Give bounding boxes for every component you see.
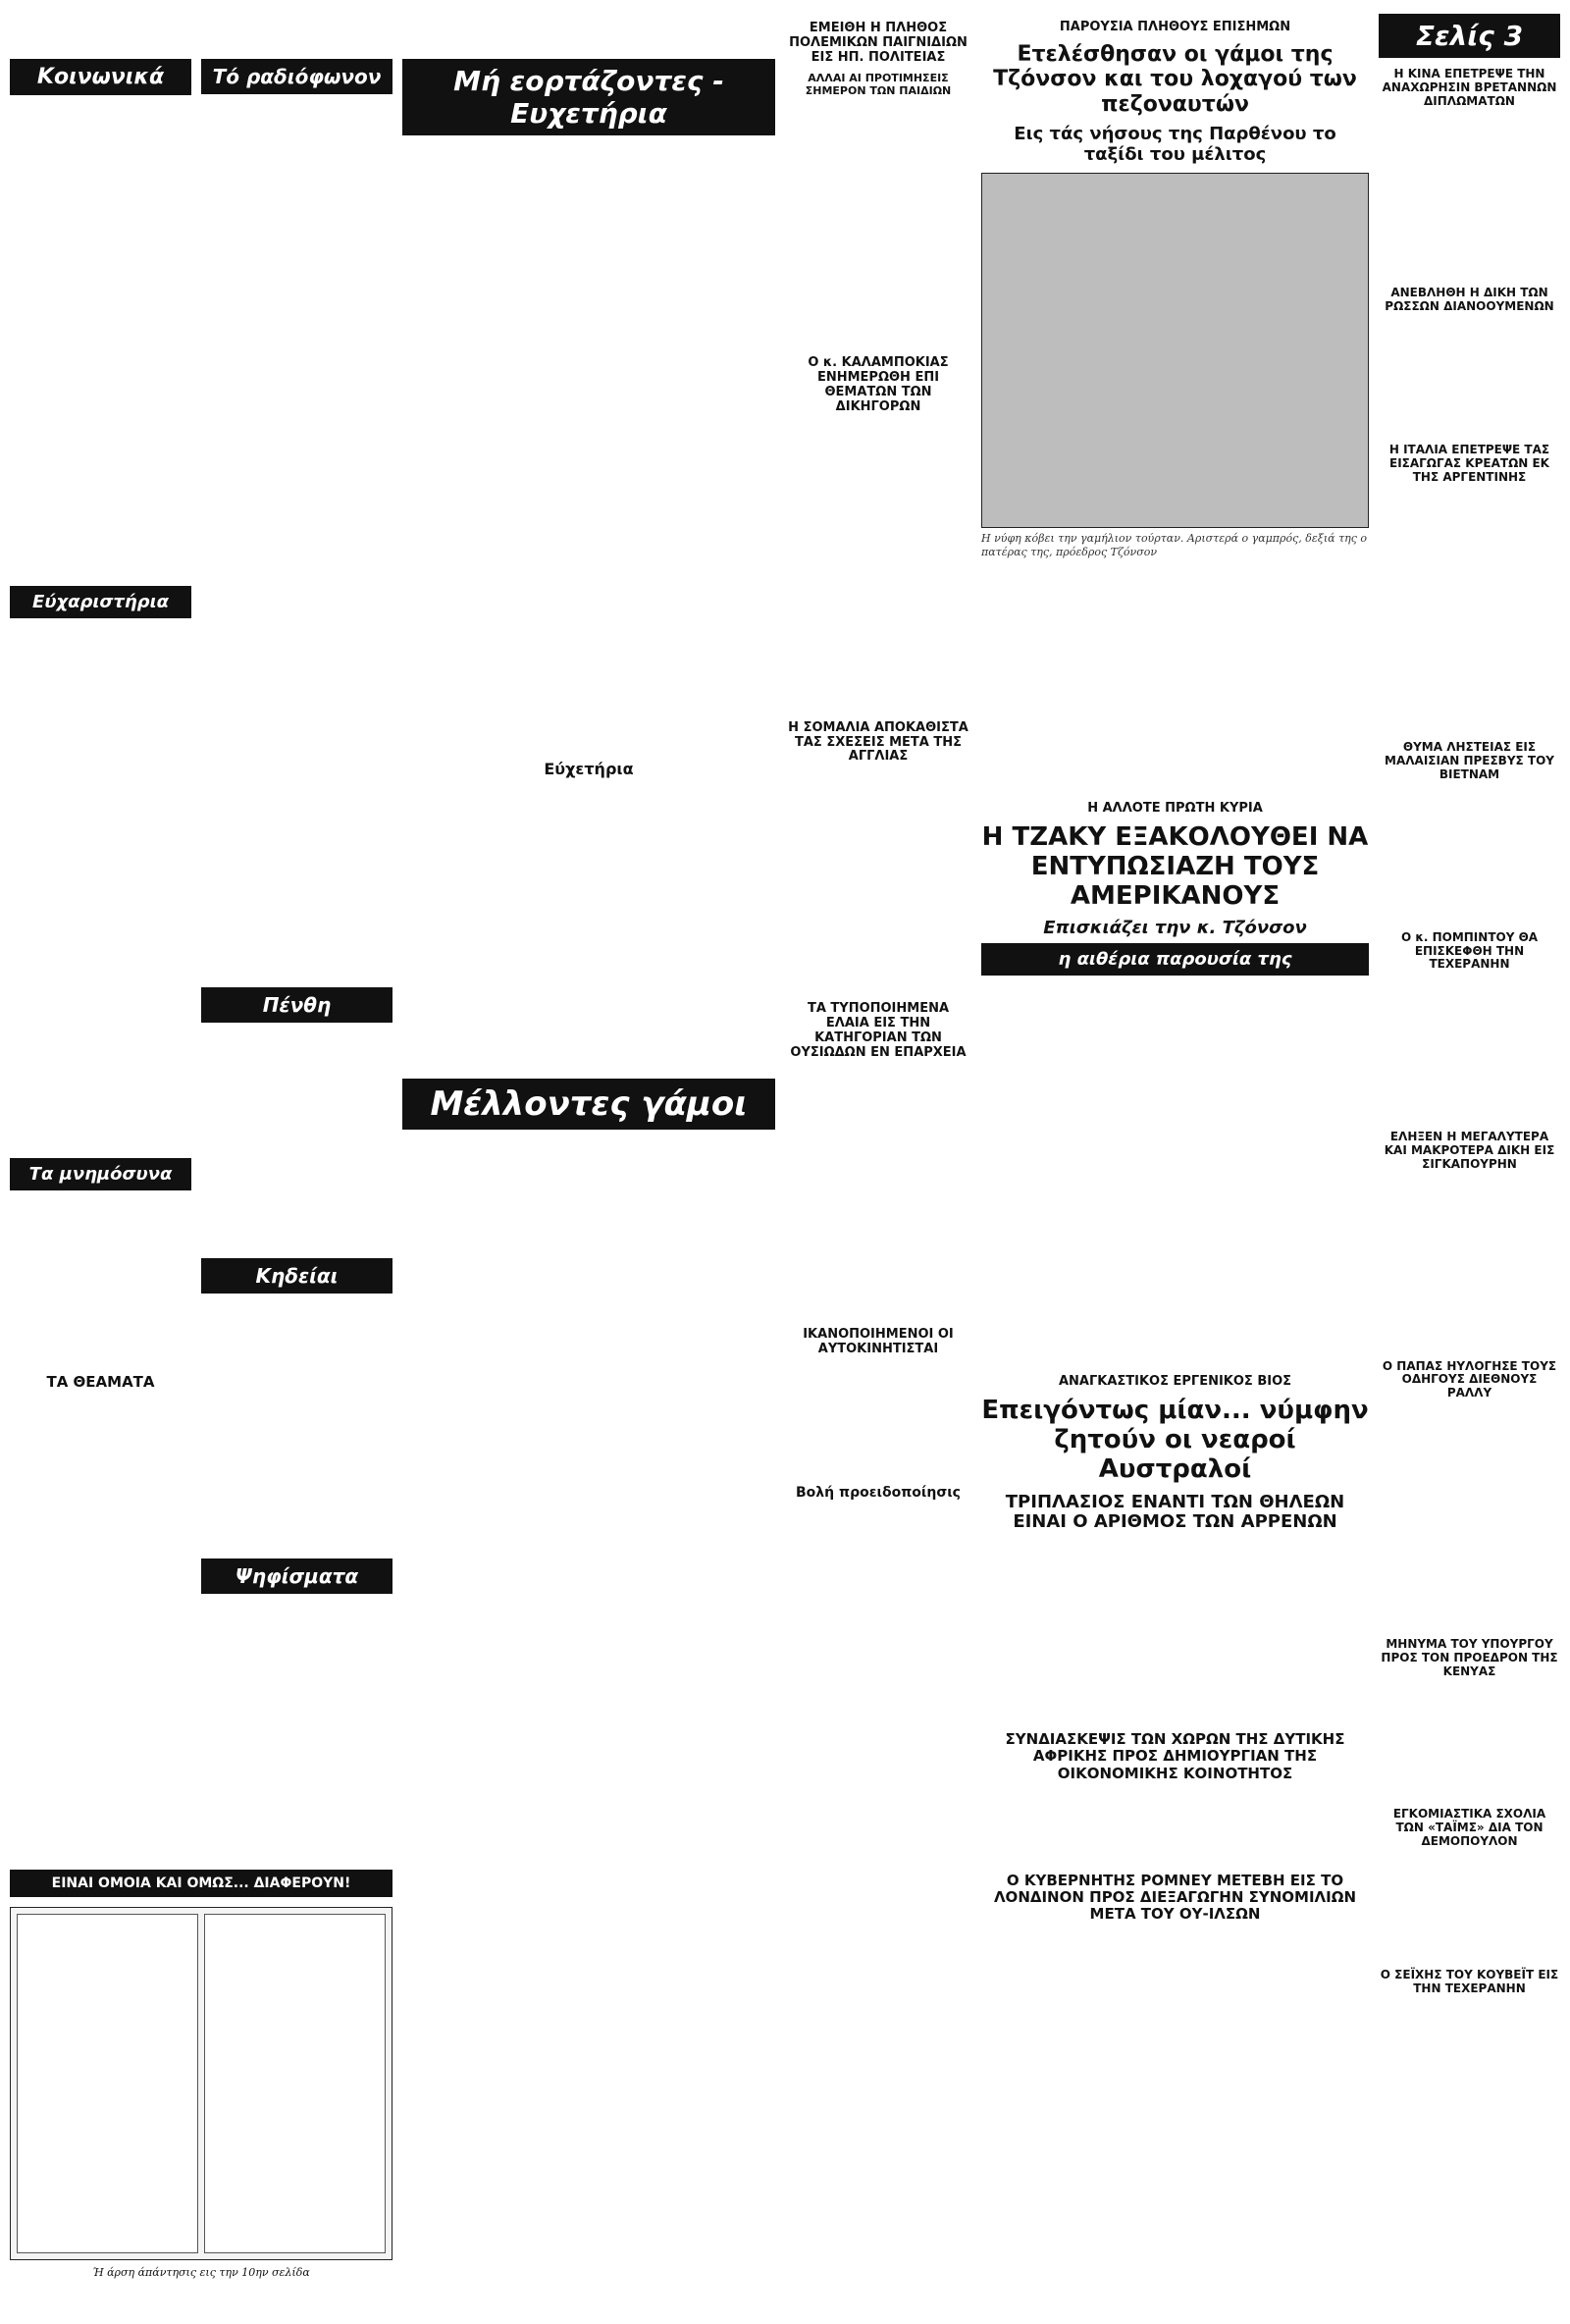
shows-heading: ΤΑ ΘΕΑΜΑΤΑ	[46, 1373, 155, 1391]
cartoon-footer: Ή άρση άπάντησις εις την 10ην σελίδα	[92, 2266, 310, 2279]
foreign-text-1	[1379, 112, 1560, 279]
column-society	[10, 59, 191, 1514]
foreign-headline-8: ΜΗΝΥΜΑ ΤΟΥ ΥΠΟΥΡΓΟΥ ΠΡΟΣ ΤΟΝ ΠΡΟΕΔΡΟΝ ΤΗΣ ΚΕΝΥΑΣ	[1381, 1636, 1558, 1678]
news-text-7	[785, 1506, 971, 1703]
news-text-4	[785, 768, 971, 994]
news-text-1	[785, 103, 971, 348]
wishes-heading: Εύχετήρια	[544, 760, 634, 778]
weddings-banner: Μέλλοντες γάμοι	[402, 1079, 775, 1130]
west-africa-text	[981, 1786, 1369, 1865]
foreign-text-2	[1379, 318, 1560, 436]
society-text	[10, 105, 191, 586]
jackie-presence: η αιθέρια παρουσία της	[981, 943, 1369, 976]
wedding-text	[981, 569, 1369, 795]
funerals-banner: Κηδείαι	[201, 1258, 392, 1294]
foreign-headline-9: ΕΓΚΟΜΙΑΣΤΙΚΑ ΣΧΟΛΙΑ ΤΩΝ «ΤΑΪΜΣ» ΔΙΑ ΤΟΝ ΔΕΜΟΠΟΥΛΟΝ	[1392, 1807, 1546, 1848]
cartoon-panel-right	[204, 1914, 386, 2253]
foreign-text-5	[1379, 976, 1560, 1123]
news-text-3	[785, 419, 971, 713]
foreign-text-4	[1379, 786, 1560, 924]
foreign-headline-2: ΑΝΕΒΛΗΘΗ Η ΔΙΚΗ ΤΩΝ ΡΩΣΣΩΝ ΔΙΑΝΟΟΥΜΕΝΩΝ	[1385, 286, 1554, 314]
thanks-text	[10, 628, 191, 1158]
column-name-days	[402, 59, 775, 2023]
society-banner: Κοινωνικά	[10, 59, 191, 95]
radio-banner: Τό ραδιόφωνον	[201, 59, 392, 94]
wedding-photo	[981, 173, 1369, 528]
resolutions-text	[201, 1604, 392, 1800]
australia-text	[981, 1537, 1369, 1723]
mourning-text	[201, 1032, 392, 1258]
radio-text	[201, 104, 392, 987]
name-days-text	[402, 145, 775, 754]
news-headline-3: Ο κ. ΚΑΛΑΜΠΟΚΙΑΣ ΕΝΗΜΕΡΩΘΗ ΕΠΙ ΘΕΜΑΤΩΝ ΤΩΝ ΔΙΚΗΓΟΡΩΝ	[808, 354, 949, 414]
column-news	[785, 14, 971, 1703]
news-headline-5: ΤΑ ΤΥΠΟΠΟΙΗΜΕΝΑ ΕΛΑΙΑ ΕΙΣ ΤΗΝ ΚΑΤΗΓΟΡΙΑΝ ΤΩΝ ΟΥΣΙΩΔΩΝ ΕΝ ΕΠΑΡΧΕΙΑ	[790, 1001, 967, 1061]
foreign-headline-7: Ο ΠΑΠΑΣ ΗΥΛΟΓΗΣΕ ΤΟΥΣ ΟΔΗΓΟΥΣ ΔΙΕΘΝΟΥΣ ΡΑΛΛΥ	[1382, 1358, 1557, 1400]
australia-kicker: ΑΝΑΓΚΑΣΤΙΚΟΣ ΕΡΓΕΝΙΚΟΣ ΒΙΟΣ	[1058, 1374, 1292, 1390]
foreign-headline-10: Ο ΣΕΪΧΗΣ ΤΟΥ ΚΟΥΒΕΪΤ ΕΙΣ ΤΗΝ ΤΕΧΕΡΑΝΗΝ	[1380, 1967, 1559, 1995]
weddings-text	[402, 1139, 775, 2023]
wishes-text	[402, 784, 775, 1079]
thanks-banner: Εύχαριστήρια	[10, 586, 191, 618]
cartoon-title: ΕΙΝΑΙ ΟΜΟΙΑ ΚΑΙ ΟΜΩΣ... ΔΙΑΦΕΡΟΥΝ!	[10, 1870, 392, 1897]
romney-text	[981, 1928, 1369, 1996]
jackie-subhead: Επισκιάζει την κ. Τζόνσον	[1043, 918, 1307, 939]
resolutions-banner: Ψηφίσματα	[201, 1558, 392, 1594]
romney-headline: Ο ΚΥΒΕΡΝΗΤΗΣ ΡΟΜΝΕΥ ΜΕΤΕΒΗ ΕΙΣ ΤΟ ΛΟΝΔΙΝΟΝ ΠΡΟΣ ΔΙΕΞΑΓΩΓΗΝ ΣΥΝΟΜΙΛΙΩΝ ΜΕΤΑ ΤΟΥ ΟΥ-ΙΛΣΩΝ	[993, 1871, 1357, 1924]
news-headline-7: Βολή προειδοποίησις	[796, 1485, 961, 1501]
funerals-text	[201, 1303, 392, 1558]
news-headline-4: Η ΣΟΜΑΛΙΑ ΑΠΟΚΑΘΙΣΤΑ ΤΑΣ ΣΧΕΣΕΙΣ ΜΕΤΑ ΤΗΣ ΑΓΓΛΙΑΣ	[788, 719, 968, 765]
cartoon-panels	[10, 1907, 392, 2260]
foreign-headline-5: Ο κ. ΠΟΜΠΙΝΤΟΥ ΘΑ ΕΠΙΣΚΕΦΘΗ ΤΗΝ ΤΕΧΕΡΑΝΗΝ	[1400, 929, 1539, 972]
news-headline-6: ΙΚΑΝΟΠΟΙΗΜΕΝΟΙ ΟΙ ΑΥΤΟΚΙΝΗΤΙΣΤΑΙ	[803, 1327, 954, 1357]
foreign-headline-6: ΕΛΗΞΕΝ Η ΜΕΓΑΛΥΤΕΡΑ ΚΑΙ ΜΑΚΡΟΤΕΡΑ ΔΙΚΗ ΕΙΣ ΣΙΓΚΑΠΟΥΡΗΝ	[1384, 1130, 1555, 1171]
column-foreign	[1379, 14, 1560, 2058]
foreign-headline-4: ΘΥΜΑ ΛΗΣΤΕΙΑΣ ΕΙΣ ΜΑΛΑΙΣΙΑΝ ΠΡΕΣΒΥΣ ΤΟΥ ΒΙΕΤΝΑΜ	[1385, 740, 1554, 781]
memorials-banner: Τα μνημόσυνα	[10, 1158, 191, 1190]
honeymoon-headline: Εις τάς νήσους της Παρθένου το ταξίδι του μέλιτος	[1014, 123, 1336, 165]
cartoon-panel-left	[17, 1914, 198, 2253]
wedding-headline: Ετελέσθησαν οι γάμοι της Τζόνσον και του λοχαγού των πεζοναυτών	[993, 42, 1357, 117]
jackie-text	[981, 985, 1369, 1368]
foreign-text-3	[1379, 488, 1560, 733]
wedding-photo-caption: Η νύφη κόβει την γαμήλιον τούρταν. Αριστερά ο γαμπρός, δεξιά της ο πατέρας της, πρόεδρος Τζόνσον	[981, 532, 1368, 559]
news-text-6	[785, 1361, 971, 1479]
australia-headline: Επειγόντως μίαν... νύμφην ζητούν οι νεαροί Αυστραλοί	[981, 1396, 1369, 1484]
shows-text	[10, 1397, 191, 1514]
name-days-banner: Μή εορτάζοντες - Ευχετήρια	[402, 59, 775, 135]
foreign-headline-3: Η ΙΤΑΛΙΑ ΕΠΕΤΡΕΨΕ ΤΑΣ ΕΙΣΑΓΩΓΑΣ ΚΡΕΑΤΩΝ ΕΚ ΤΗΣ ΑΡΓΕΝΤΙΝΗΣ	[1388, 442, 1550, 484]
memorials-text	[10, 1200, 191, 1367]
column-radio	[201, 59, 392, 1800]
jackie-kicker: Η ΑΛΛΟΤΕ ΠΡΩΤΗ ΚΥΡΙΑ	[1087, 800, 1263, 816]
wedding-kicker: ΠΑΡΟΥΣΙΑ ΠΛΗΘΟΥΣ ΕΠΙΣΗΜΩΝ	[1059, 20, 1291, 34]
column-features	[981, 14, 1369, 1996]
foreign-text-6	[1379, 1176, 1560, 1352]
news-subhead-1: ΑΛΛΑΙ ΑΙ ΠΡΟΤΙΜΗΣΕΙΣ ΣΗΜΕΡΟΝ ΤΩΝ ΠΑΙΔΙΩΝ	[805, 71, 952, 97]
foreign-text-7	[1379, 1404, 1560, 1630]
foreign-text-10	[1379, 1999, 1560, 2058]
west-africa-headline: ΣΥΝΔΙΑΣΚΕΨΙΣ ΤΩΝ ΧΩΡΩΝ ΤΗΣ ΔΥΤΙΚΗΣ ΑΦΡΙΚΗΣ ΠΡΟΣ ΔΗΜΙΟΥΡΓΙΑΝ ΤΗΣ ΟΙΚΟΝΟΜΙΚΗΣ ΚΟΙΝΟΤΗΤΟΣ	[1005, 1730, 1345, 1782]
foreign-text-9	[1379, 1853, 1560, 1961]
foreign-text-8	[1379, 1682, 1560, 1800]
news-headline-1: ΕΜΕΙΘΗ Η ΠΛΗΘΟΣ ΠΟΛΕΜΙΚΩΝ ΠΑΙΓΝΙΔΙΩΝ ΕΙΣ ΗΠ. ΠΟΛΙΤΕΙΑΣ	[789, 21, 968, 65]
jackie-headline: Η ΤΖΑΚΥ ΕΞΑΚΟΛΟΥΘΕΙ ΝΑ ΕΝΤΥΠΩΣΙΑΖΗ ΤΟΥΣ ΑΜΕΡΙΚΑΝΟΥΣ	[981, 821, 1369, 911]
australia-subhead: ΤΡΙΠΛΑΣΙΟΣ ΕΝΑΝΤΙ ΤΩΝ ΘΗΛΕΩΝ ΕΙΝΑΙ Ο ΑΡΙΘΜΟΣ ΤΩΝ ΑΡΡΕΝΩΝ	[1005, 1491, 1345, 1533]
cartoon-block	[10, 1870, 392, 2280]
news-text-5	[785, 1065, 971, 1320]
foreign-headline-1: Η ΚΙΝΑ ΕΠΕΤΡΕΨΕ ΤΗΝ ΑΝΑΧΩΡΗΣΙΝ ΒΡΕΤΑΝΝΩΝ ΔΙΠΛΩΜΑΤΩΝ	[1382, 67, 1557, 108]
mourning-banner: Πένθη	[201, 987, 392, 1023]
page-number-banner: Σελίς 3	[1379, 14, 1560, 58]
